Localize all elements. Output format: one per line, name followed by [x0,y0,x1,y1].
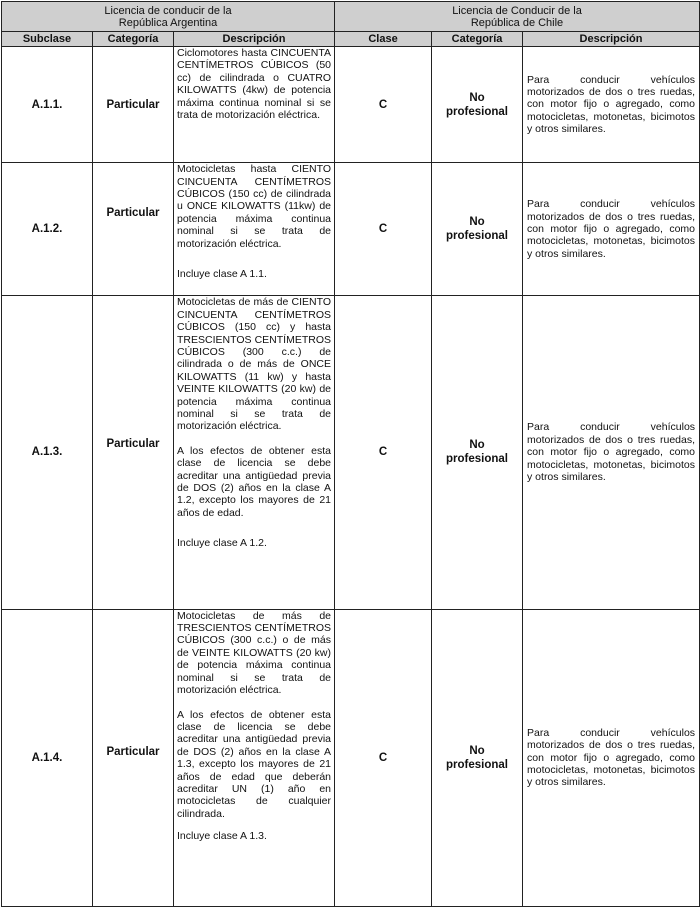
descripcion-text: Motocicletas de más de CIENTO CINCUENTA CENTÍMETROS CÚBICOS (150 cc) y hasta TRESCIENTOS CENTÍMETROS CÚBICOS (300 c.c.) de cilindrada o de más de ONCE KILOWATTS (11 kw) y hasta VEINTE KILOWATTS (20 kw) de potencia máxima continua nominal si se trata de motorización eléctrica. [177,296,332,433]
table-row [2,47,700,163]
descripcion-cl-cell: Para conducir vehículos motorizados de dos o tres ruedas, con motor fijo o agregado, como motocicletas, motonetas, bicimotos y otros similares. [523,296,700,609]
chile-header: Licencia de Conducir de la República de Chile [335,2,700,32]
descripcion-ar-header: Descripción [174,32,335,47]
categoria-cl-cell: No profesional [432,296,523,609]
descripcion-cl-cell: Para conducir vehículos motorizados de dos o tres ruedas, con motor fijo o agregado, como motocicletas, motonetas, bicimotos y otros similares. [523,47,700,163]
categoria-cell: Particular [93,163,174,296]
subclase-cell: A.1.3. [2,296,93,609]
descripcion-cl-header: Descripción [523,32,700,47]
categoria-ar-header: Categoría [93,32,174,47]
clase-cell: C [335,609,432,906]
subclase-header: Subclase [2,32,93,47]
categoria-cl-cell: No profesional [432,47,523,163]
incluye-text: Incluye clase A 1.3. [177,830,267,843]
categoria-cl-cell: No profesional [432,609,523,906]
clase-cell: C [335,296,432,609]
descripcion-cell [174,47,335,163]
country-header-row [2,2,700,32]
clase-header: Clase [335,32,432,47]
license-comparison-table [1,1,700,907]
argentina-header: Licencia de conducir de la República Argentina [2,2,335,32]
descripcion-cl-cell: Para conducir vehículos motorizados de dos o tres ruedas, con motor fijo o agregado, como motocicletas, motonetas, bicimotos y otros similares. [523,163,700,296]
descripcion-text: A los efectos de obtener esta clase de licencia se debe acreditar una antigüedad previa de DOS (2) años en la clase A 1.2, excepto los mayores de 21 años de edad. [177,444,332,519]
incluye-text: Incluye clase A 1.2. [177,537,267,550]
categoria-cl-header: Categoría [432,32,523,47]
descripcion-cell [174,609,335,906]
descripcion-text: Ciclomotores hasta CINCUENTA CENTÍMETROS CÚBICOS (50 cc) de cilindrada o CUATRO KILOWATTS (4kw) de potencia máxima continua nominal si se trata de motorización eléctrica. [177,47,332,122]
descripcion-text: Motocicletas de más de TRESCIENTOS CENTÍMETROS CÚBICOS (300 c.c.) o de más de VEINTE KILOWATTS (20 kw) de potencia máxima continua nominal si se trata de motorización eléctrica. [177,609,332,697]
clase-cell: C [335,163,432,296]
column-header-row [2,32,700,47]
categoria-cl-cell: No profesional [432,163,523,296]
table-row [2,609,700,906]
descripcion-cell [174,163,335,296]
subclase-cell: A.1.2. [2,163,93,296]
categoria-cell: Particular [93,47,174,163]
clase-cell: C [335,47,432,163]
descripcion-cl-cell: Para conducir vehículos motorizados de dos o tres ruedas, con motor fijo o agregado, como motocicletas, motonetas, bicimotos y otros similares. [523,609,700,906]
subclase-cell: A.1.4. [2,609,93,906]
incluye-text: Incluye clase A 1.1. [177,268,267,281]
descripcion-cell [174,296,335,609]
table-row [2,163,700,296]
categoria-cell: Particular [93,609,174,906]
descripcion-text: Motocicletas hasta CIENTO CINCUENTA CENTÍMETROS CÚBICOS (150 cc) de cilindrada u ONCE KILOWATTS (11kw) de potencia máxima continua nominal si se trata de motorización eléctrica. [177,163,332,250]
subclase-cell: A.1.1. [2,47,93,163]
descripcion-text: A los efectos de obtener esta clase de licencia se debe acreditar una antigüedad previa de DOS (2) años en la clase A 1.3, excepto los mayores de 21 años de edad que deberán acreditar UN (1) año en motocicletas de cualquier cilindrada. [177,708,332,820]
categoria-cell: Particular [93,296,174,609]
table-row [2,296,700,609]
